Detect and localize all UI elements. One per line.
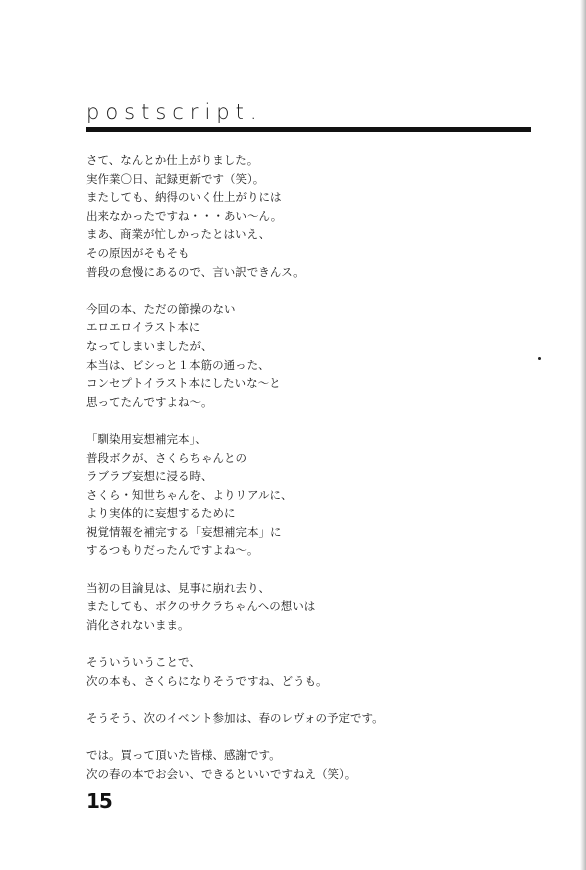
paragraph [86,746,526,783]
text-line: するつもりだったんですよね〜。 [86,543,259,558]
text-line: 次の春の本でお会い、できるといいですねえ（笑）。 [86,766,357,781]
page-title: postscript. [86,100,263,124]
text-line: 普段ボクが、さくらちゃんとの [86,450,247,465]
text-line: ラブラブ妄想に浸る時、 [86,469,213,484]
text-line: 消化されないまま。 [86,617,190,632]
text-line: 出来なかったですね・・・あい〜ん。 [86,208,283,223]
text-line: さて、なんとか仕上がりました。 [86,153,259,167]
text-line: では。買って頂いた皆様、感謝です。 [86,748,281,762]
text-line: 普段の怠慢にあるので、言い訳できんス。 [86,264,305,279]
text-line: またしても、ボクのサクラちゃんへの想いは [86,599,316,614]
text-line: 視覚情報を補完する「妄想補完本」に [86,524,282,539]
text-line: 当初の目論見は、見事に崩れ去り、 [86,580,270,595]
text-line: エロエロイラスト本に [86,320,201,335]
text-line: 次の本も、さくらになりそうですね、どうも。 [86,673,328,688]
paragraph [86,653,526,690]
text-line: なってしまいましたが、 [86,338,213,353]
paragraph [86,709,526,728]
text-line: 「馴染用妄想補完本」、 [86,431,207,446]
text-line: またしても、納得のいく仕上がりには [86,190,282,205]
title-rule [86,127,531,132]
text-line: さくら・知世ちゃんを、よりリアルに、 [86,487,293,502]
text-line: 思ってたんですよね〜。 [86,394,213,409]
paragraph [86,151,526,281]
page-edge-shadow [580,0,586,870]
text-line: より実体的に妄想するために [86,506,236,521]
postscript-body [86,151,526,802]
text-line: 今回の本、ただの節操のない [86,301,236,316]
text-line: まあ、商業が忙しかったとはいえ、 [86,227,271,242]
paragraph [86,430,526,560]
paragraph [86,300,526,412]
text-line: 実作業〇日、記録更新です（笑）。 [86,171,265,186]
text-line: 本当は、ビシっと１本筋の通った、 [86,357,270,372]
page-number: 15 [86,789,112,813]
paragraph [86,579,526,635]
text-line: そういういうことで、 [86,655,201,670]
text-line: そうそう、次のイベント参加は、春のレヴォの予定です。 [86,710,384,725]
text-line: その原因がそもそも [86,245,190,260]
text-line: コンセプトイラスト本にしたいな〜と [86,376,281,391]
stray-mark [538,357,541,360]
